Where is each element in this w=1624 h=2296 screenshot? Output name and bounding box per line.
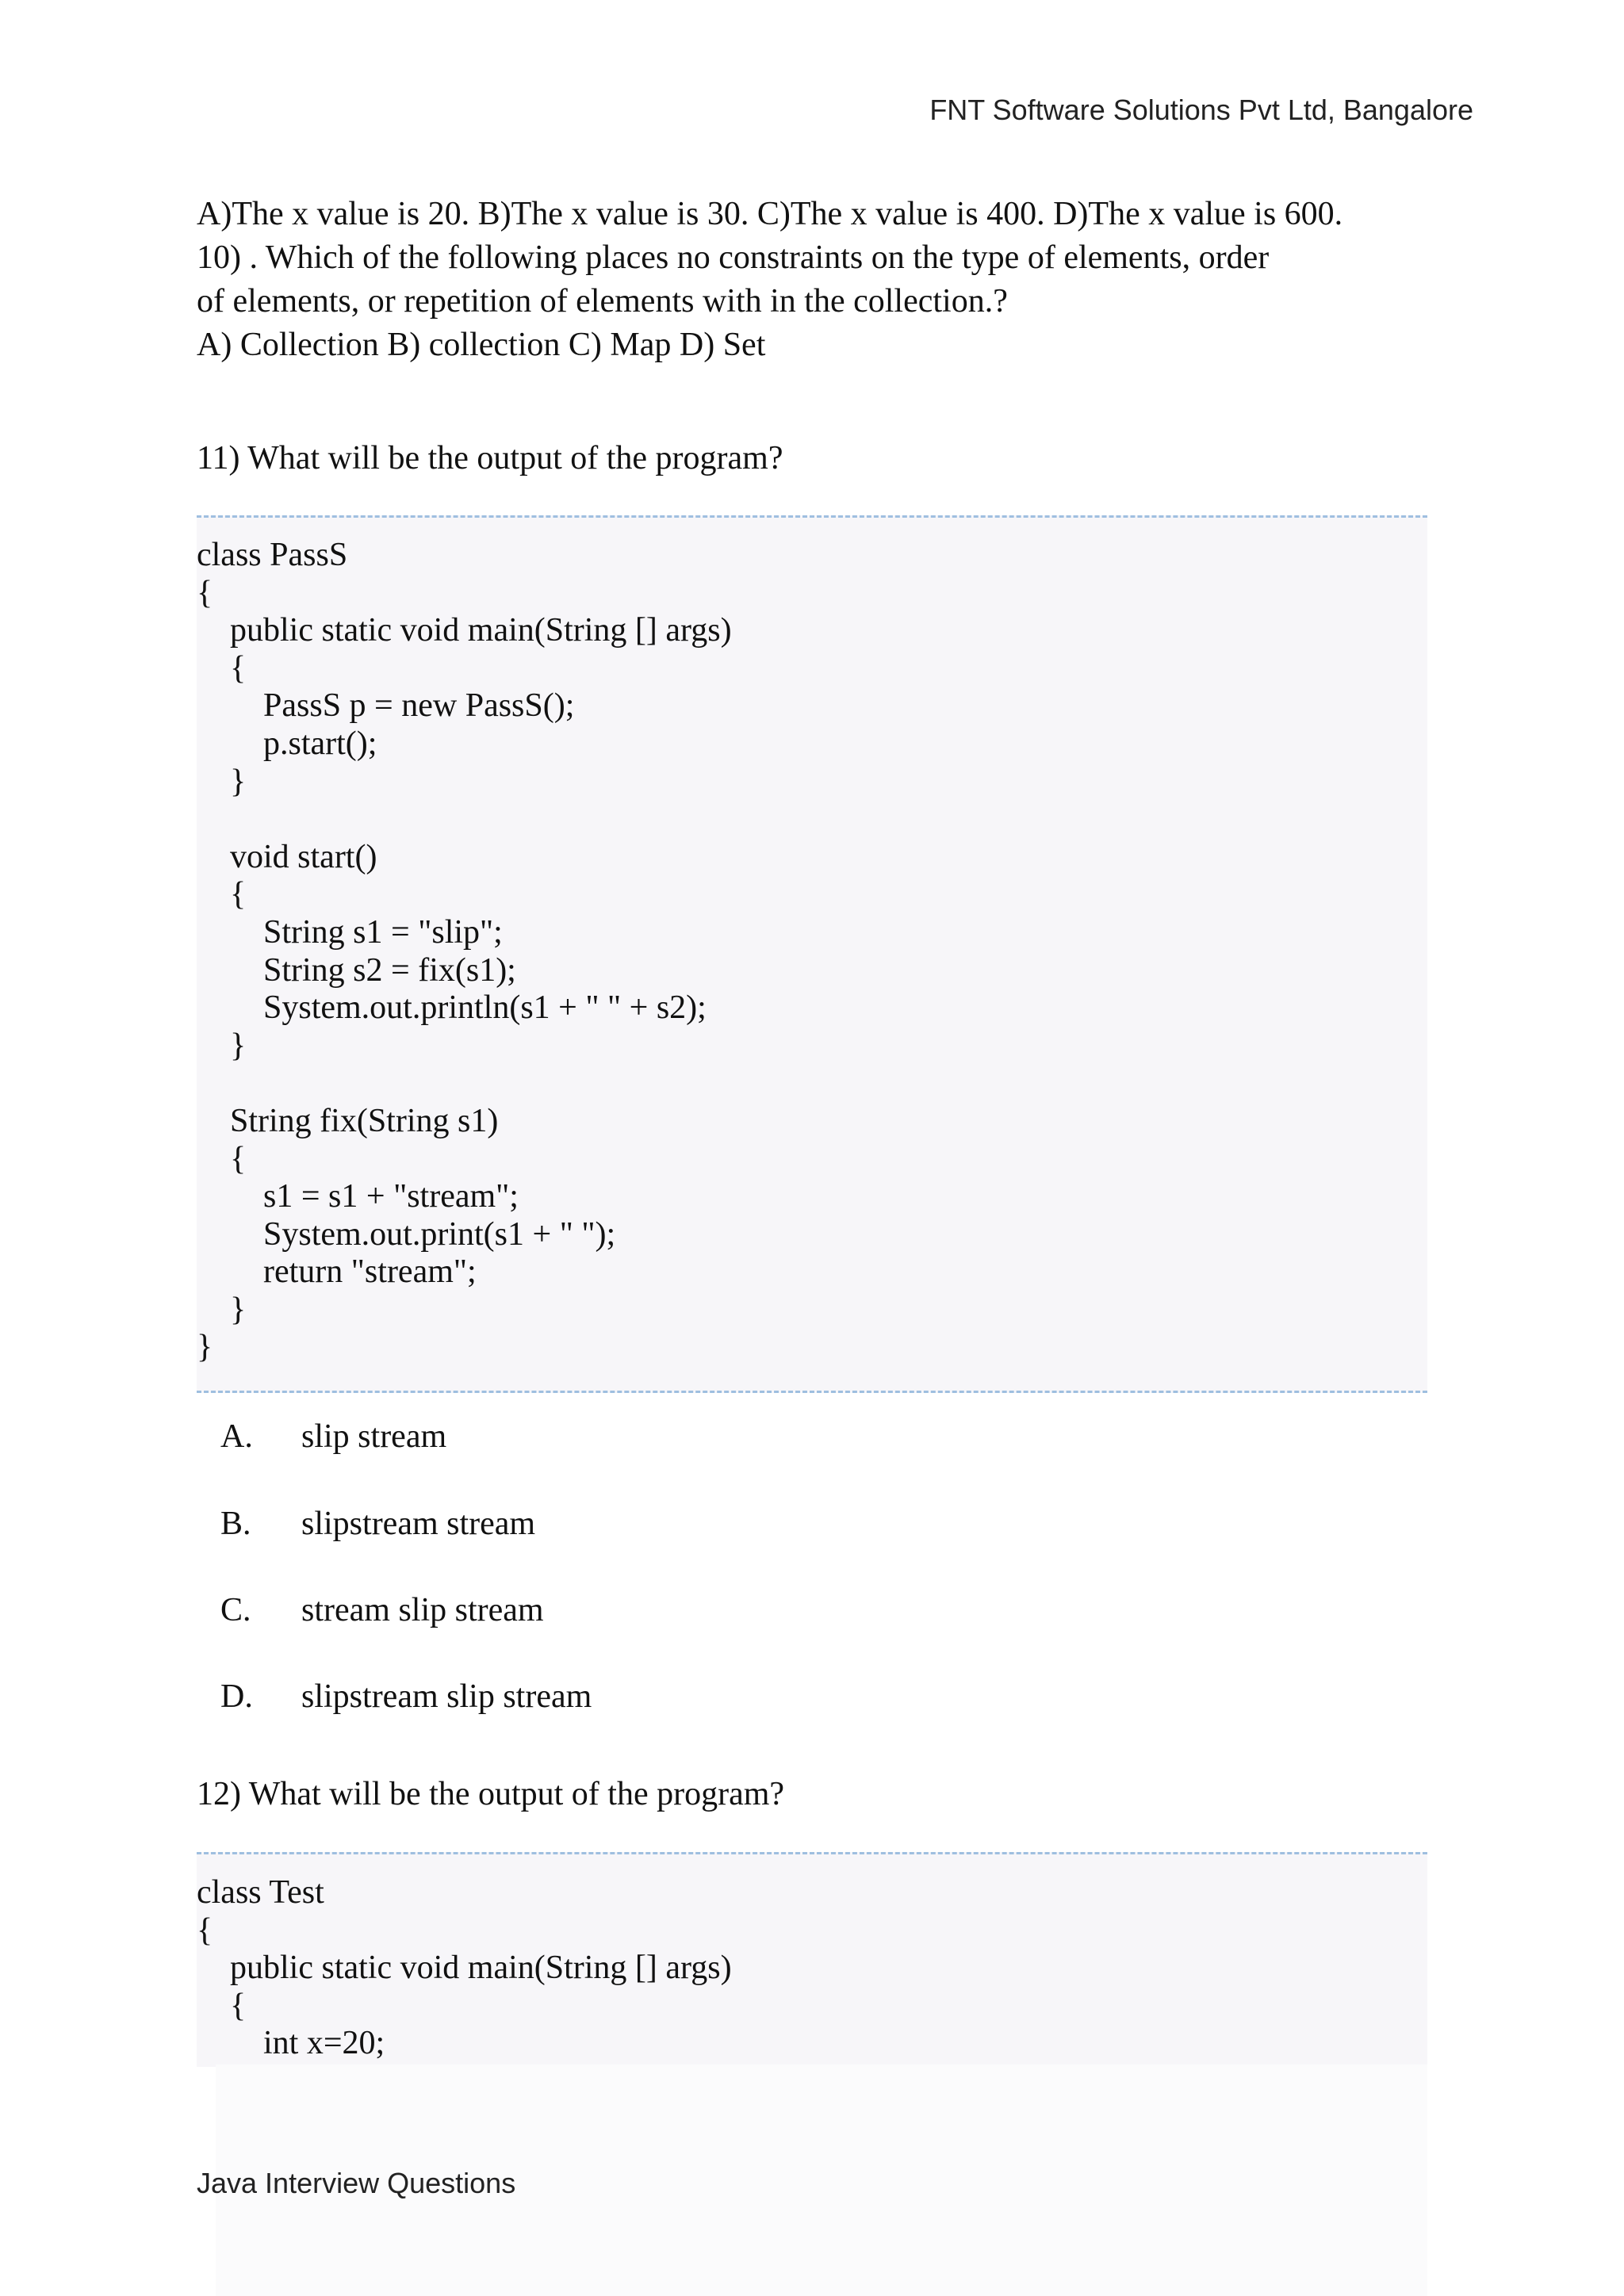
code-line: } xyxy=(197,1291,247,1328)
code-line: { xyxy=(197,1911,213,1949)
option-text: slip stream xyxy=(301,1418,447,1455)
option-letter: B. xyxy=(220,1506,251,1542)
q11-code-block xyxy=(197,537,732,1367)
code-line: System.out.print(s1 + " "); xyxy=(197,1215,616,1253)
option-text: stream slip stream xyxy=(301,1592,544,1628)
option-letter: A. xyxy=(220,1418,253,1455)
code-line: { xyxy=(197,876,247,913)
code-line: } xyxy=(197,1329,213,1366)
option-b xyxy=(220,1502,535,1545)
option-text: slipstream slip stream xyxy=(301,1678,592,1715)
option-a xyxy=(220,1415,446,1458)
option-letter: D. xyxy=(220,1678,253,1715)
q10-line-2: of elements, or repetition of elements with in the collection.? xyxy=(197,283,1008,320)
code-line: String fix(String s1) xyxy=(197,1102,499,1139)
q12-question: 12) What will be the output of the program? xyxy=(197,1776,785,1812)
code-line: PassS p = new PassS(); xyxy=(197,687,575,725)
page-header: FNT Software Solutions Pvt Ltd, Bangalore xyxy=(929,94,1473,126)
code-line: System.out.println(s1 + " " + s2); xyxy=(197,989,707,1027)
code-line: class Test xyxy=(197,1874,324,1911)
code-line: void start() xyxy=(197,838,377,875)
q10-options: A) Collection B) collection C) Map D) Set xyxy=(197,327,766,363)
option-text: slipstream stream xyxy=(301,1506,536,1542)
q11-question: 11) What will be the output of the program? xyxy=(197,440,783,476)
code-line: } xyxy=(197,1027,247,1064)
code-line: int x=20; xyxy=(197,2025,385,2062)
code-line: p.start(); xyxy=(197,725,377,762)
code-line: return "stream"; xyxy=(197,1253,477,1291)
option-d xyxy=(220,1675,592,1718)
code-line: String s2 = fix(s1); xyxy=(197,951,516,989)
option-c xyxy=(220,1589,544,1632)
q10-line-1: 10) . Which of the following places no constraints on the type of elements, order xyxy=(197,239,1270,276)
option-letter: C. xyxy=(220,1592,251,1628)
code-line: { xyxy=(197,649,247,687)
page-footer: Java Interview Questions xyxy=(197,2167,516,2199)
code-line: String s1 = "slip"; xyxy=(197,913,503,951)
code-line: { xyxy=(197,1987,247,2024)
code-line: s1 = s1 + "stream"; xyxy=(197,1178,519,1215)
code-line: public static void main(String [] args) xyxy=(197,612,732,649)
code-line: class PassS xyxy=(197,537,348,573)
code-line: { xyxy=(197,1140,247,1177)
code-line: { xyxy=(197,574,213,611)
code-line: public static void main(String [] args) xyxy=(197,1950,732,1987)
q9-options: A)The x value is 20. B)The x value is 30. C)The x value is 400. D)The x value is 600. xyxy=(197,196,1343,232)
code-line: } xyxy=(197,763,247,800)
q12-code-block xyxy=(197,1874,732,2063)
